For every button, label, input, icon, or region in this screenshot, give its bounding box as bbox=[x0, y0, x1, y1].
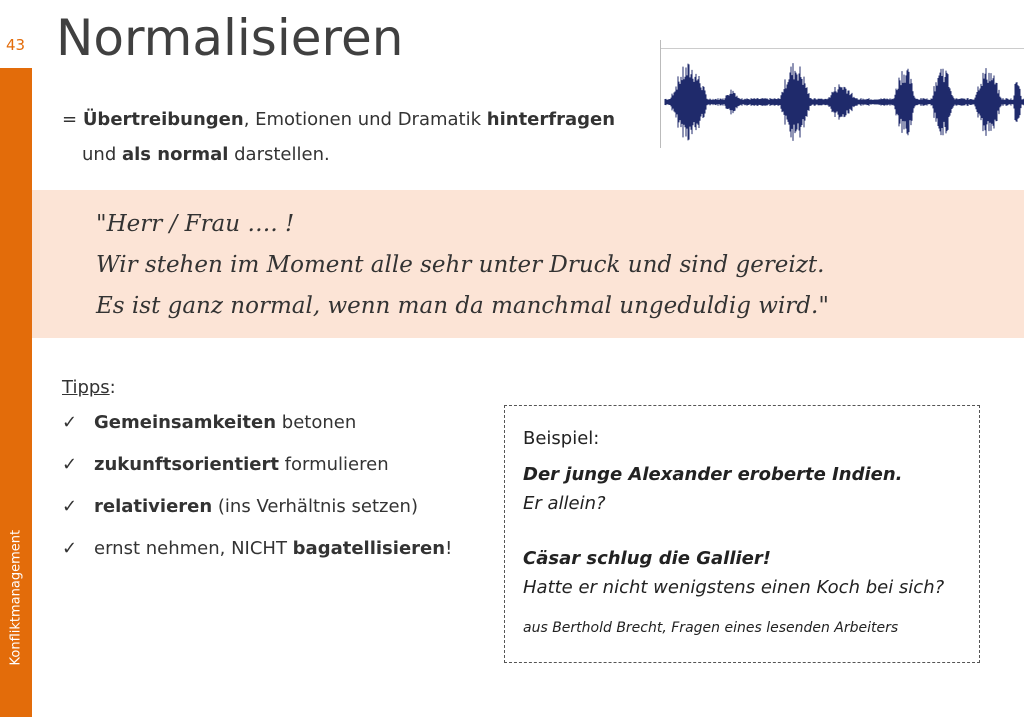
tip-bold: Gemeinsamkeiten bbox=[94, 412, 277, 433]
waveform-graphic bbox=[661, 40, 1024, 148]
tip-rest: betonen bbox=[276, 412, 357, 433]
quote-line-3: Es ist ganz normal, wenn man da manchmal ungeduldig wird." bbox=[96, 293, 829, 319]
orange-sidebar bbox=[0, 68, 32, 717]
waveform-path bbox=[665, 63, 1024, 141]
example-line-1: Der junge Alexander eroberte Indien. bbox=[523, 464, 903, 485]
quote-band bbox=[32, 190, 1024, 338]
checkmark-icon: ✓ bbox=[62, 412, 78, 433]
tip-item bbox=[62, 402, 452, 444]
tips-heading: Tipps bbox=[62, 377, 110, 398]
example-line-2: Er allein? bbox=[523, 493, 606, 514]
tip-item bbox=[62, 528, 452, 570]
tip-bold: bagatellisieren bbox=[292, 538, 446, 559]
example-spacer bbox=[523, 518, 979, 544]
tip-rest: (ins Verhältnis setzen) bbox=[212, 496, 418, 517]
example-line-4: Hatte er nicht wenigstens einen Koch bei sich? bbox=[523, 577, 945, 598]
tips-list bbox=[62, 402, 452, 570]
example-label: Beispiel: bbox=[523, 428, 600, 449]
lead-term-normal: als normal bbox=[121, 144, 229, 165]
lead-part-4: darstellen. bbox=[228, 144, 330, 165]
tip-rest: ! bbox=[445, 538, 453, 559]
tip-item bbox=[62, 486, 452, 528]
lead-part-2: , Emotionen und Dramatik bbox=[243, 109, 487, 130]
quote-text bbox=[96, 204, 829, 327]
example-line-3: Cäsar schlug die Gallier! bbox=[523, 548, 771, 569]
lead-part-3: und bbox=[82, 144, 122, 165]
tip-bold: relativieren bbox=[94, 496, 213, 517]
page-number: 43 bbox=[6, 36, 26, 54]
tips-section bbox=[62, 374, 452, 570]
tips-heading-line bbox=[62, 374, 452, 402]
tips-heading-suffix: : bbox=[109, 377, 116, 398]
waveform-time-ruler bbox=[661, 40, 1024, 49]
checkmark-icon: ✓ bbox=[62, 454, 78, 475]
example-source: aus Berthold Brecht, Fragen eines lesenden Arbeiters bbox=[523, 620, 899, 636]
quote-band-edge bbox=[32, 190, 40, 338]
lead-text bbox=[62, 102, 615, 172]
quote-line-2: Wir stehen im Moment alle sehr unter Druck und sind gereizt. bbox=[96, 252, 825, 278]
example-box bbox=[504, 405, 980, 663]
quote-line-1: "Herr / Frau …. ! bbox=[96, 211, 295, 237]
tip-rest: formulieren bbox=[278, 454, 389, 475]
page-title: Normalisieren bbox=[56, 9, 404, 67]
tip-bold: zukunftsorientiert bbox=[94, 454, 279, 475]
lead-line-1 bbox=[62, 102, 615, 137]
checkmark-icon: ✓ bbox=[62, 538, 78, 559]
lead-line-2 bbox=[62, 137, 615, 172]
lead-term-exaggerations: Übertreibungen bbox=[82, 109, 244, 130]
tip-item bbox=[62, 444, 452, 486]
sidebar-label: Konfliktmanagement bbox=[8, 529, 24, 666]
lead-prefix: = bbox=[62, 109, 83, 130]
lead-term-question: hinterfragen bbox=[486, 109, 616, 130]
tip-prefix: ernst nehmen, NICHT bbox=[94, 538, 293, 559]
checkmark-icon: ✓ bbox=[62, 496, 78, 517]
audio-waveform-image bbox=[660, 40, 1024, 148]
